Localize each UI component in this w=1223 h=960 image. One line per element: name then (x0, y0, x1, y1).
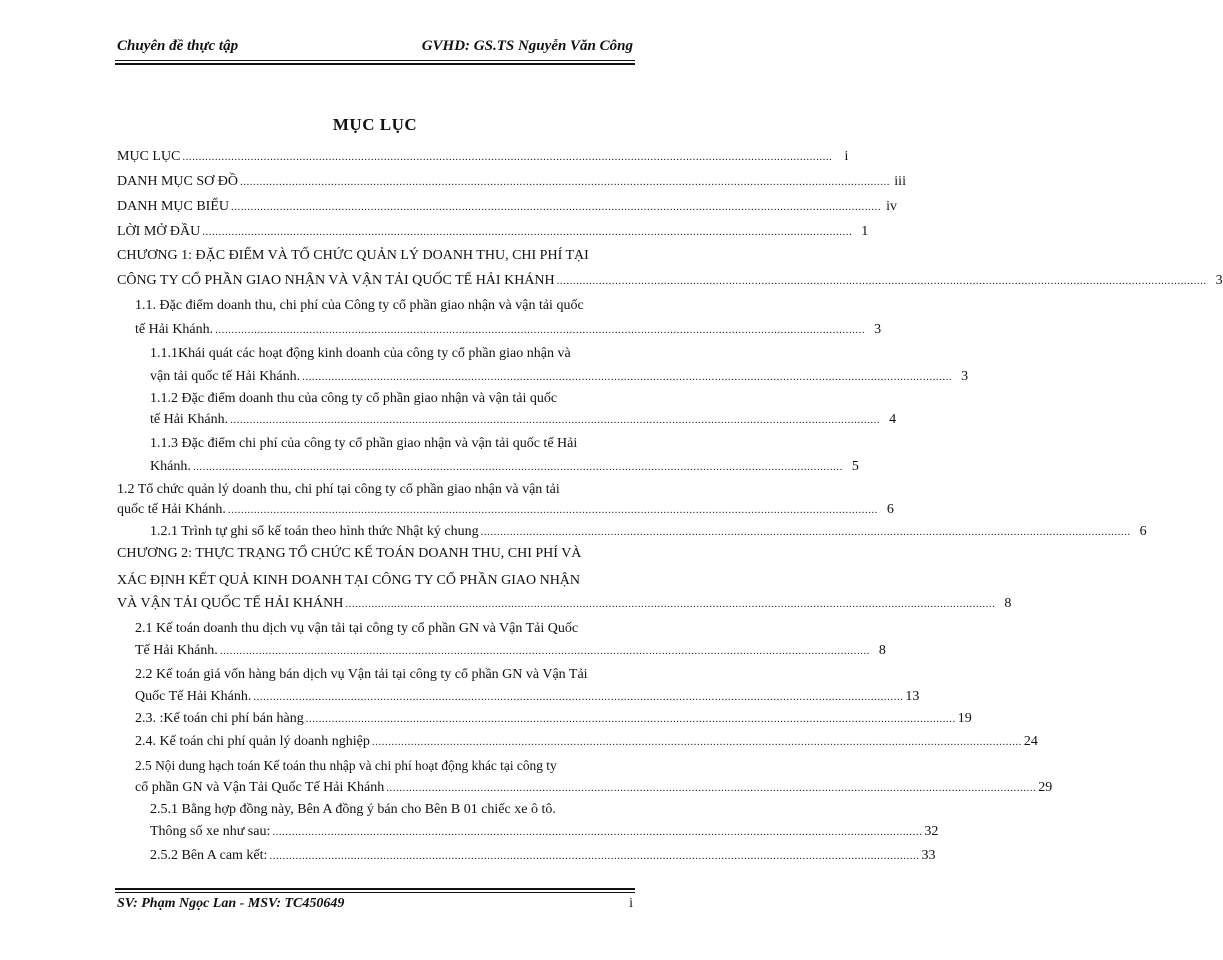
dot-leader: ........................................................................................................................................................................................................ (239, 176, 890, 188)
dot-leader: ........................................................................................................................................................................................................ (371, 736, 1022, 748)
dot-leader: ........................................................................................................................................................................................................ (302, 371, 953, 383)
page-number: 13 (905, 689, 920, 704)
page-number: 6 (1139, 524, 1147, 539)
page-number: 5 (851, 459, 859, 474)
toc-entry[interactable]: 1.2.1 Trình tự ghi sổ kế toán theo hình thức Nhật ký chung ........................................................................................................................................................................................................ 6 (150, 522, 633, 542)
toc-entry[interactable]: 2.5 Nội dung hạch toán Kế toán thu nhập và chi phí hoạt động khác tại công ty (135, 758, 557, 773)
toc-entry[interactable]: 1.1.3 Đặc điểm chi phí của công ty cổ phần giao nhận và vận tải quốc tế Hải (150, 436, 578, 451)
footer-page-number: i (629, 896, 633, 911)
dot-leader: ........................................................................................................................................................................................................ (556, 275, 1207, 287)
footer-left: SV: Phạm Ngọc Lan - MSV: TC450649 (117, 896, 345, 911)
toc-entry[interactable]: 2.4. Kế toán chi phí quản lý doanh nghiệp ........................................................................................................................................................................................................ 24 (135, 732, 633, 752)
page-number: i (844, 149, 849, 164)
toc-entry[interactable]: CHƯƠNG 2: THỰC TRẠNG TỔ CHỨC KẾ TOÁN DOANH THU, CHI PHÍ VÀ (117, 546, 582, 561)
toc-entry[interactable]: 2.5.2 Bên A cam kết: ........................................................................................................................................................................................................ 33 (150, 846, 633, 866)
page-number: 3 (874, 322, 882, 337)
dot-leader: ........................................................................................................................................................................................................ (480, 526, 1131, 538)
dot-leader: ........................................................................................................................................................................................................ (219, 645, 870, 657)
page-number: 3 (961, 369, 969, 384)
dot-leader: ........................................................................................................................................................................................................ (202, 226, 853, 238)
dot-leader: ........................................................................................................................................................................................................ (253, 691, 904, 703)
header-left: Chuyên đề thực tập (117, 38, 239, 54)
page-number: 3 (1215, 273, 1223, 288)
footer-rule (115, 892, 635, 893)
page-number: iii (894, 174, 906, 189)
toc-entry[interactable]: Tế Hải Khánh. ........................................................................................................................................................................................................ 8 (135, 641, 633, 661)
page-number: iv (886, 199, 897, 214)
toc-entry[interactable]: Thông số xe như sau: ........................................................................................................................................................................................................ 32 (150, 822, 633, 842)
toc-entry[interactable]: 2.2 Kế toán giá vốn hàng bán dịch vụ Vận tải tại công ty cổ phần GN và Vận Tải (135, 667, 588, 682)
toc-entry[interactable]: 1.2 Tổ chức quản lý doanh thu, chi phí tại công ty cổ phần giao nhận và vận tải (117, 482, 560, 497)
toc-entry[interactable]: 2.1 Kế toán doanh thu dịch vụ vận tải tại công ty cổ phần GN và Vận Tải Quốc (135, 621, 579, 636)
dot-leader: ........................................................................................................................................................................................................ (182, 151, 833, 163)
page-number: 19 (957, 711, 972, 726)
page-number: 24 (1023, 734, 1038, 749)
dot-leader: ........................................................................................................................................................................................................ (215, 324, 866, 336)
page-number: 4 (889, 412, 897, 427)
page-number: 6 (886, 502, 894, 517)
toc-entry[interactable]: Quốc Tế Hải Khánh. ........................................................................................................................................................................................................ 13 (135, 687, 633, 707)
toc-entry[interactable]: LỜI MỞ ĐẦU ........................................................................................................................................................................................................ 1 (117, 222, 633, 242)
page-number: 32 (924, 824, 939, 839)
page-footer (117, 896, 633, 912)
header-right: GVHD: GS.TS Nguyễn Văn Công (421, 38, 633, 54)
toc-entry[interactable]: 1.1. Đặc điểm doanh thu, chi phí của Công ty cổ phần giao nhận và vận tải quốc (135, 298, 584, 313)
page-number: 1 (861, 224, 869, 239)
page-number: 29 (1038, 780, 1053, 795)
toc-entry[interactable]: 2.3. :Kế toán chi phí bán hàng ........................................................................................................................................................................................................ 19 (135, 709, 633, 729)
toc-entry[interactable]: Khánh. ........................................................................................................................................................................................................ 5 (150, 457, 633, 477)
dot-leader: ........................................................................................................................................................................................................ (345, 598, 996, 610)
dot-leader: ........................................................................................................................................................................................................ (272, 826, 923, 838)
toc-entry[interactable]: tế Hải Khánh. ........................................................................................................................................................................................................ 4 (150, 410, 633, 430)
toc-entry[interactable]: MỤC LỤC ........................................................................................................................................................................................................ i (117, 147, 633, 167)
toc-entry[interactable]: DANH MỤC BIỂU ........................................................................................................................................................................................................ iv (117, 197, 633, 217)
page-title: MỤC LỤC (332, 115, 418, 134)
page-number: 8 (1004, 596, 1012, 611)
page-number: 33 (921, 848, 936, 863)
dot-leader: ........................................................................................................................................................................................................ (386, 782, 1037, 794)
dot-leader: ........................................................................................................................................................................................................ (192, 461, 843, 473)
page-number: 8 (878, 643, 886, 658)
toc-entry[interactable]: VÀ VẬN TẢI QUỐC TẾ HẢI KHÁNH ........................................................................................................................................................................................................ 8 (117, 594, 633, 614)
dot-leader: ........................................................................................................................................................................................................ (231, 201, 881, 213)
dot-leader: ........................................................................................................................................................................................................ (230, 414, 881, 426)
toc-entry[interactable]: XÁC ĐỊNH KẾT QUẢ KINH DOANH TẠI CÔNG TY CỔ PHẦN GIAO NHẬN (117, 573, 581, 588)
toc-entry[interactable]: CÔNG TY CỔ PHẦN GIAO NHẬN VÀ VẬN TẢI QUỐC TẾ HẢI KHÁNH ........................................................................................................................................................................................................ 3 (117, 271, 637, 291)
dot-leader: ........................................................................................................................................................................................................ (227, 504, 878, 516)
toc-entry[interactable]: 1.1.1Khái quát các hoạt động kinh doanh của công ty cổ phần giao nhận và (150, 346, 571, 361)
toc-entry[interactable]: 2.5.1 Bằng hợp đồng này, Bên A đồng ý bán cho Bên B 01 chiếc xe ô tô. (150, 802, 556, 817)
toc-entry[interactable]: tế Hải Khánh. ........................................................................................................................................................................................................ 3 (135, 320, 633, 340)
toc-entry[interactable]: DANH MỤC SƠ ĐỒ ........................................................................................................................................................................................................ iii (117, 172, 633, 192)
toc-entry[interactable]: CHƯƠNG 1: ĐẶC ĐIỂM VÀ TỔ CHỨC QUẢN LÝ DOANH THU, CHI PHÍ TẠI (117, 248, 589, 263)
toc-entry[interactable]: quốc tế Hải Khánh. ........................................................................................................................................................................................................ 6 (117, 500, 633, 520)
dot-leader: ........................................................................................................................................................................................................ (269, 850, 920, 862)
toc-entry[interactable]: vận tải quốc tế Hải Khánh. ........................................................................................................................................................................................................ 3 (150, 367, 633, 387)
toc-entry[interactable]: 1.1.2 Đặc điểm doanh thu của công ty cổ phần giao nhận và vận tải quốc (150, 391, 558, 406)
dot-leader: ........................................................................................................................................................................................................ (305, 713, 956, 725)
toc-entry[interactable]: cổ phần GN và Vận Tải Quốc Tế Hải Khánh ........................................................................................................................................................................................................ 29 (135, 778, 633, 798)
footer-rule-thick (115, 888, 635, 890)
